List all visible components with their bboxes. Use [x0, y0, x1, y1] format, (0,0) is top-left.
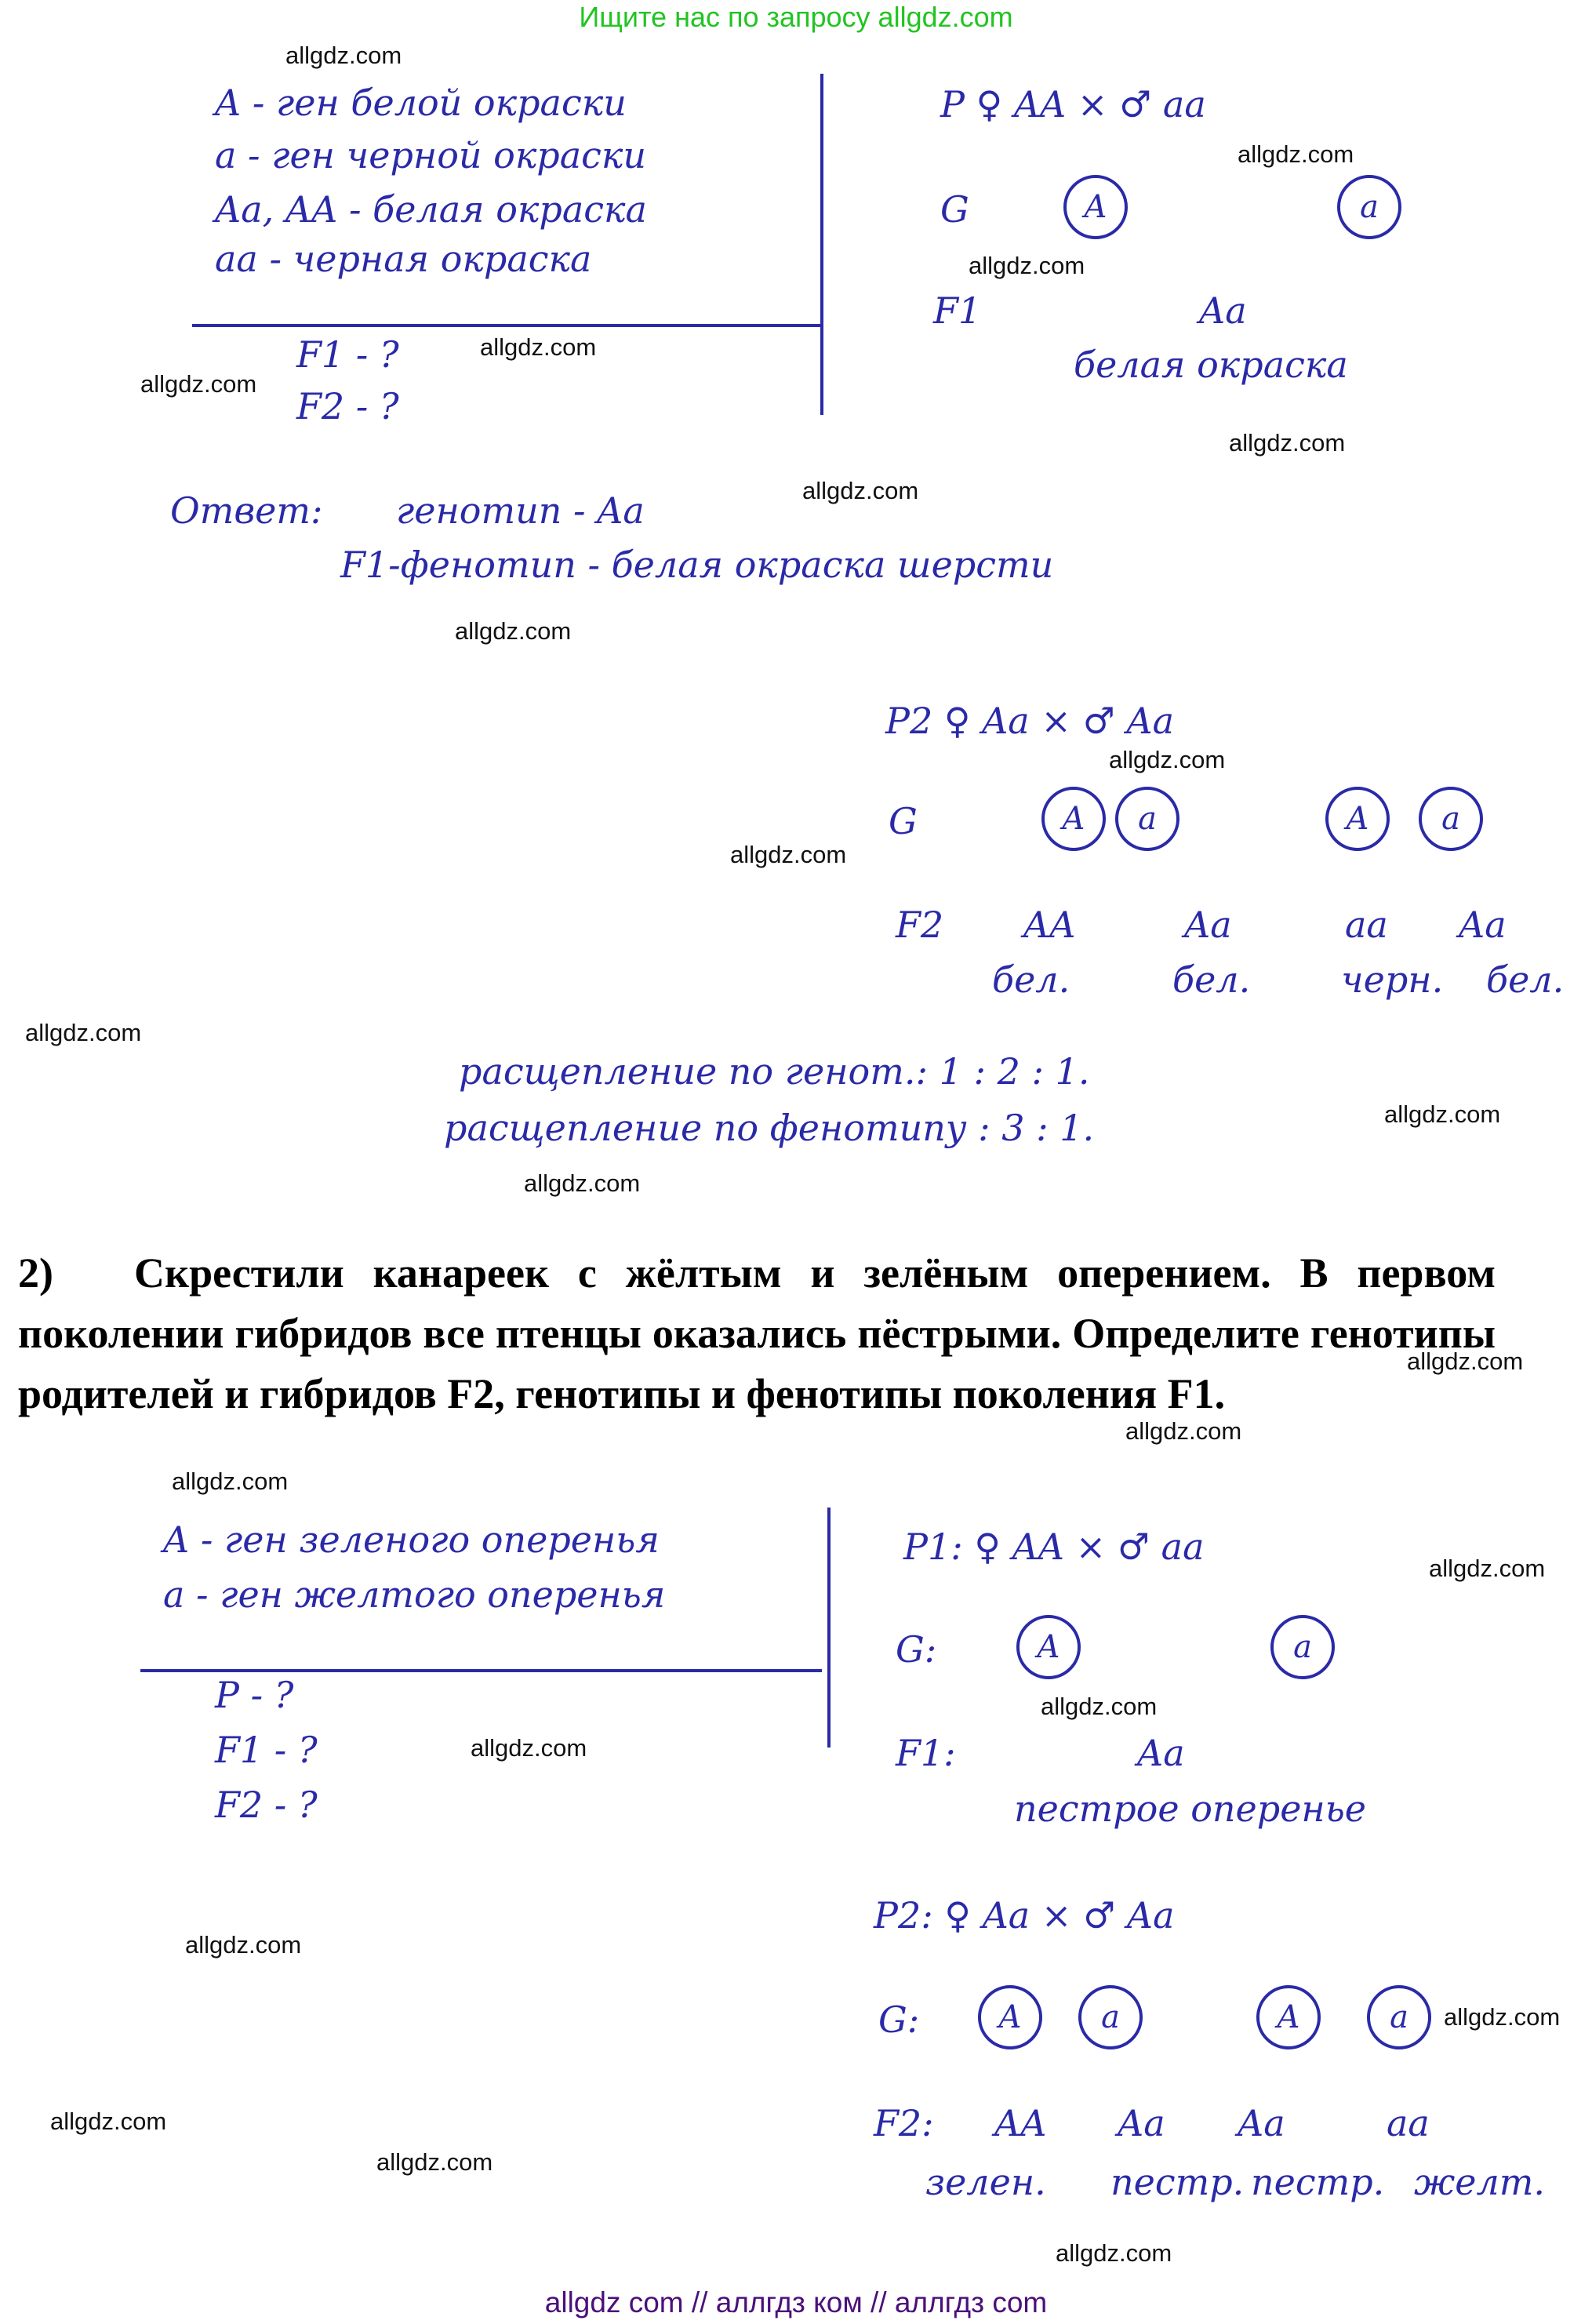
gamete-circle: a [1078, 1985, 1143, 2049]
find-line: F2 - ? [296, 385, 399, 427]
divider-line [192, 324, 822, 327]
watermark: allgdz.com [1125, 1417, 1242, 1445]
task-text: Скрестили канареек с жёлтым и зелёным оперением. В первом поколении гибридов все птенцы оказались пёстрыми. Определите генотипы родителей и гибридов F2, генотипы и фенотипы поколения F1. [18, 1249, 1496, 1417]
f2-label: F2 [896, 904, 944, 946]
watermark: allgdz.com [480, 333, 597, 361]
f2-genotype: aa [1387, 2102, 1430, 2144]
gametes-label: G [940, 188, 969, 231]
f1-phenotype: пестрое оперенье [1014, 1788, 1366, 1830]
given-line: Aa, AA - белая окраска [215, 188, 647, 231]
watermark: allgdz.com [1041, 1693, 1158, 1720]
gamete-circle: A [978, 1985, 1042, 2049]
given-line: A - ген белой окраски [215, 82, 627, 124]
watermark: allgdz.com [802, 477, 919, 504]
given-line: aa - черная окраска [215, 238, 592, 280]
f2-phenotype: бел. [1172, 958, 1251, 1001]
f1-phenotype: белая окраска [1074, 344, 1348, 386]
watermark: allgdz.com [50, 2108, 167, 2135]
gamete-circle: a [1419, 787, 1483, 851]
watermark: allgdz.com [1429, 1555, 1546, 1582]
search-banner[interactable]: Ищите нас по запросу allgdz.com [579, 1, 1013, 33]
task-number: 2) [18, 1249, 53, 1297]
f2-label: F2: [874, 2102, 934, 2144]
gamete-circle: a [1270, 1615, 1335, 1679]
divider-line [820, 74, 823, 415]
f2-genotype: Aa [1238, 2102, 1285, 2144]
f2-phenotype: бел. [992, 958, 1070, 1001]
gametes-label: G: [878, 1998, 920, 2041]
find-line: F1 - ? [296, 333, 399, 376]
watermark: allgdz.com [455, 617, 572, 645]
split-phenotype: расщепление по фенотипу : 3 : 1. [444, 1107, 1095, 1149]
gamete-circle: A [1063, 175, 1128, 239]
watermark: allgdz.com [185, 1931, 302, 1958]
f1-genotype: Aa [1199, 289, 1247, 332]
f2-genotype: Aa [1459, 904, 1507, 946]
find-line: F1 - ? [215, 1729, 318, 1771]
watermark: allgdz.com [1229, 429, 1346, 456]
gamete-circle: A [1325, 787, 1390, 851]
watermark: allgdz.com [376, 2148, 493, 2176]
divider-line [827, 1508, 831, 1748]
f1-genotype: Aa [1137, 1732, 1185, 1774]
watermark: allgdz.com [730, 841, 847, 868]
given-line: A - ген зеленого оперенья [163, 1518, 660, 1561]
find-line: F2 - ? [215, 1784, 318, 1826]
divider-line [140, 1669, 822, 1672]
f2-genotype: Aa [1118, 2102, 1165, 2144]
watermark: allgdz.com [1407, 1347, 1524, 1375]
f2-phenotype: пестр. [1110, 2161, 1245, 2203]
given-line: a - ген желтого оперенья [163, 1573, 666, 1616]
watermark: allgdz.com [1056, 2239, 1172, 2267]
f1-label: F1: [896, 1732, 956, 1774]
watermark: allgdz.com [471, 1734, 587, 1762]
cross-p2: P2: ♀ Aa × ♂ Aa [874, 1894, 1175, 1937]
watermark: allgdz.com [1444, 2003, 1561, 2031]
f2-phenotype: желт. [1414, 2161, 1546, 2203]
watermark: allgdz.com [172, 1468, 289, 1495]
gamete-circle: a [1115, 787, 1179, 851]
f1-label: F1 [933, 289, 982, 332]
cross-p1: P ♀ AA × ♂ aa [940, 83, 1206, 125]
given-line: a - ген черной окраски [215, 134, 647, 176]
task2-statement [18, 1243, 1496, 1424]
f2-genotype: Aa [1184, 904, 1232, 946]
answer-genotype: генотип - Aa [396, 489, 645, 532]
answer-phenotype: F1-фенотип - белая окраска шерсти [340, 544, 1054, 586]
split-genotype: расщепление по генот.: 1 : 2 : 1. [459, 1050, 1090, 1093]
gametes-label: G [889, 800, 918, 842]
f2-phenotype: черн. [1341, 958, 1444, 1001]
gamete-circle: A [1041, 787, 1106, 851]
gamete-circle: a [1367, 1985, 1431, 2049]
cross-p2: P2 ♀ Aa × ♂ Aa [885, 700, 1175, 742]
f2-genotype: AA [1023, 904, 1076, 946]
find-line: P - ? [215, 1674, 294, 1716]
watermark: allgdz.com [1238, 140, 1354, 168]
gamete-circle: A [1016, 1615, 1081, 1679]
watermark: allgdz.com [524, 1169, 641, 1197]
f2-phenotype: пестр. [1251, 2161, 1385, 2203]
watermark: allgdz.com [969, 252, 1085, 279]
f2-genotype: AA [994, 2102, 1047, 2144]
watermark: allgdz.com [140, 370, 257, 398]
watermark: allgdz.com [1109, 746, 1226, 773]
watermark: allgdz.com [285, 42, 402, 69]
gamete-circle: a [1337, 175, 1401, 239]
f2-phenotype: бел. [1486, 958, 1565, 1001]
answer-label: Ответ: [170, 489, 323, 532]
f2-phenotype: зелен. [925, 2161, 1046, 2203]
footer-links[interactable]: allgdz com // аллгдз ком // аллгдз com [544, 2286, 1048, 2319]
gamete-circle: A [1256, 1985, 1321, 2049]
cross-p1: P1: ♀ AA × ♂ aa [903, 1526, 1205, 1568]
f2-genotype: aa [1345, 904, 1388, 946]
watermark: allgdz.com [25, 1019, 142, 1046]
gametes-label: G: [896, 1628, 937, 1671]
watermark: allgdz.com [1384, 1100, 1501, 1128]
